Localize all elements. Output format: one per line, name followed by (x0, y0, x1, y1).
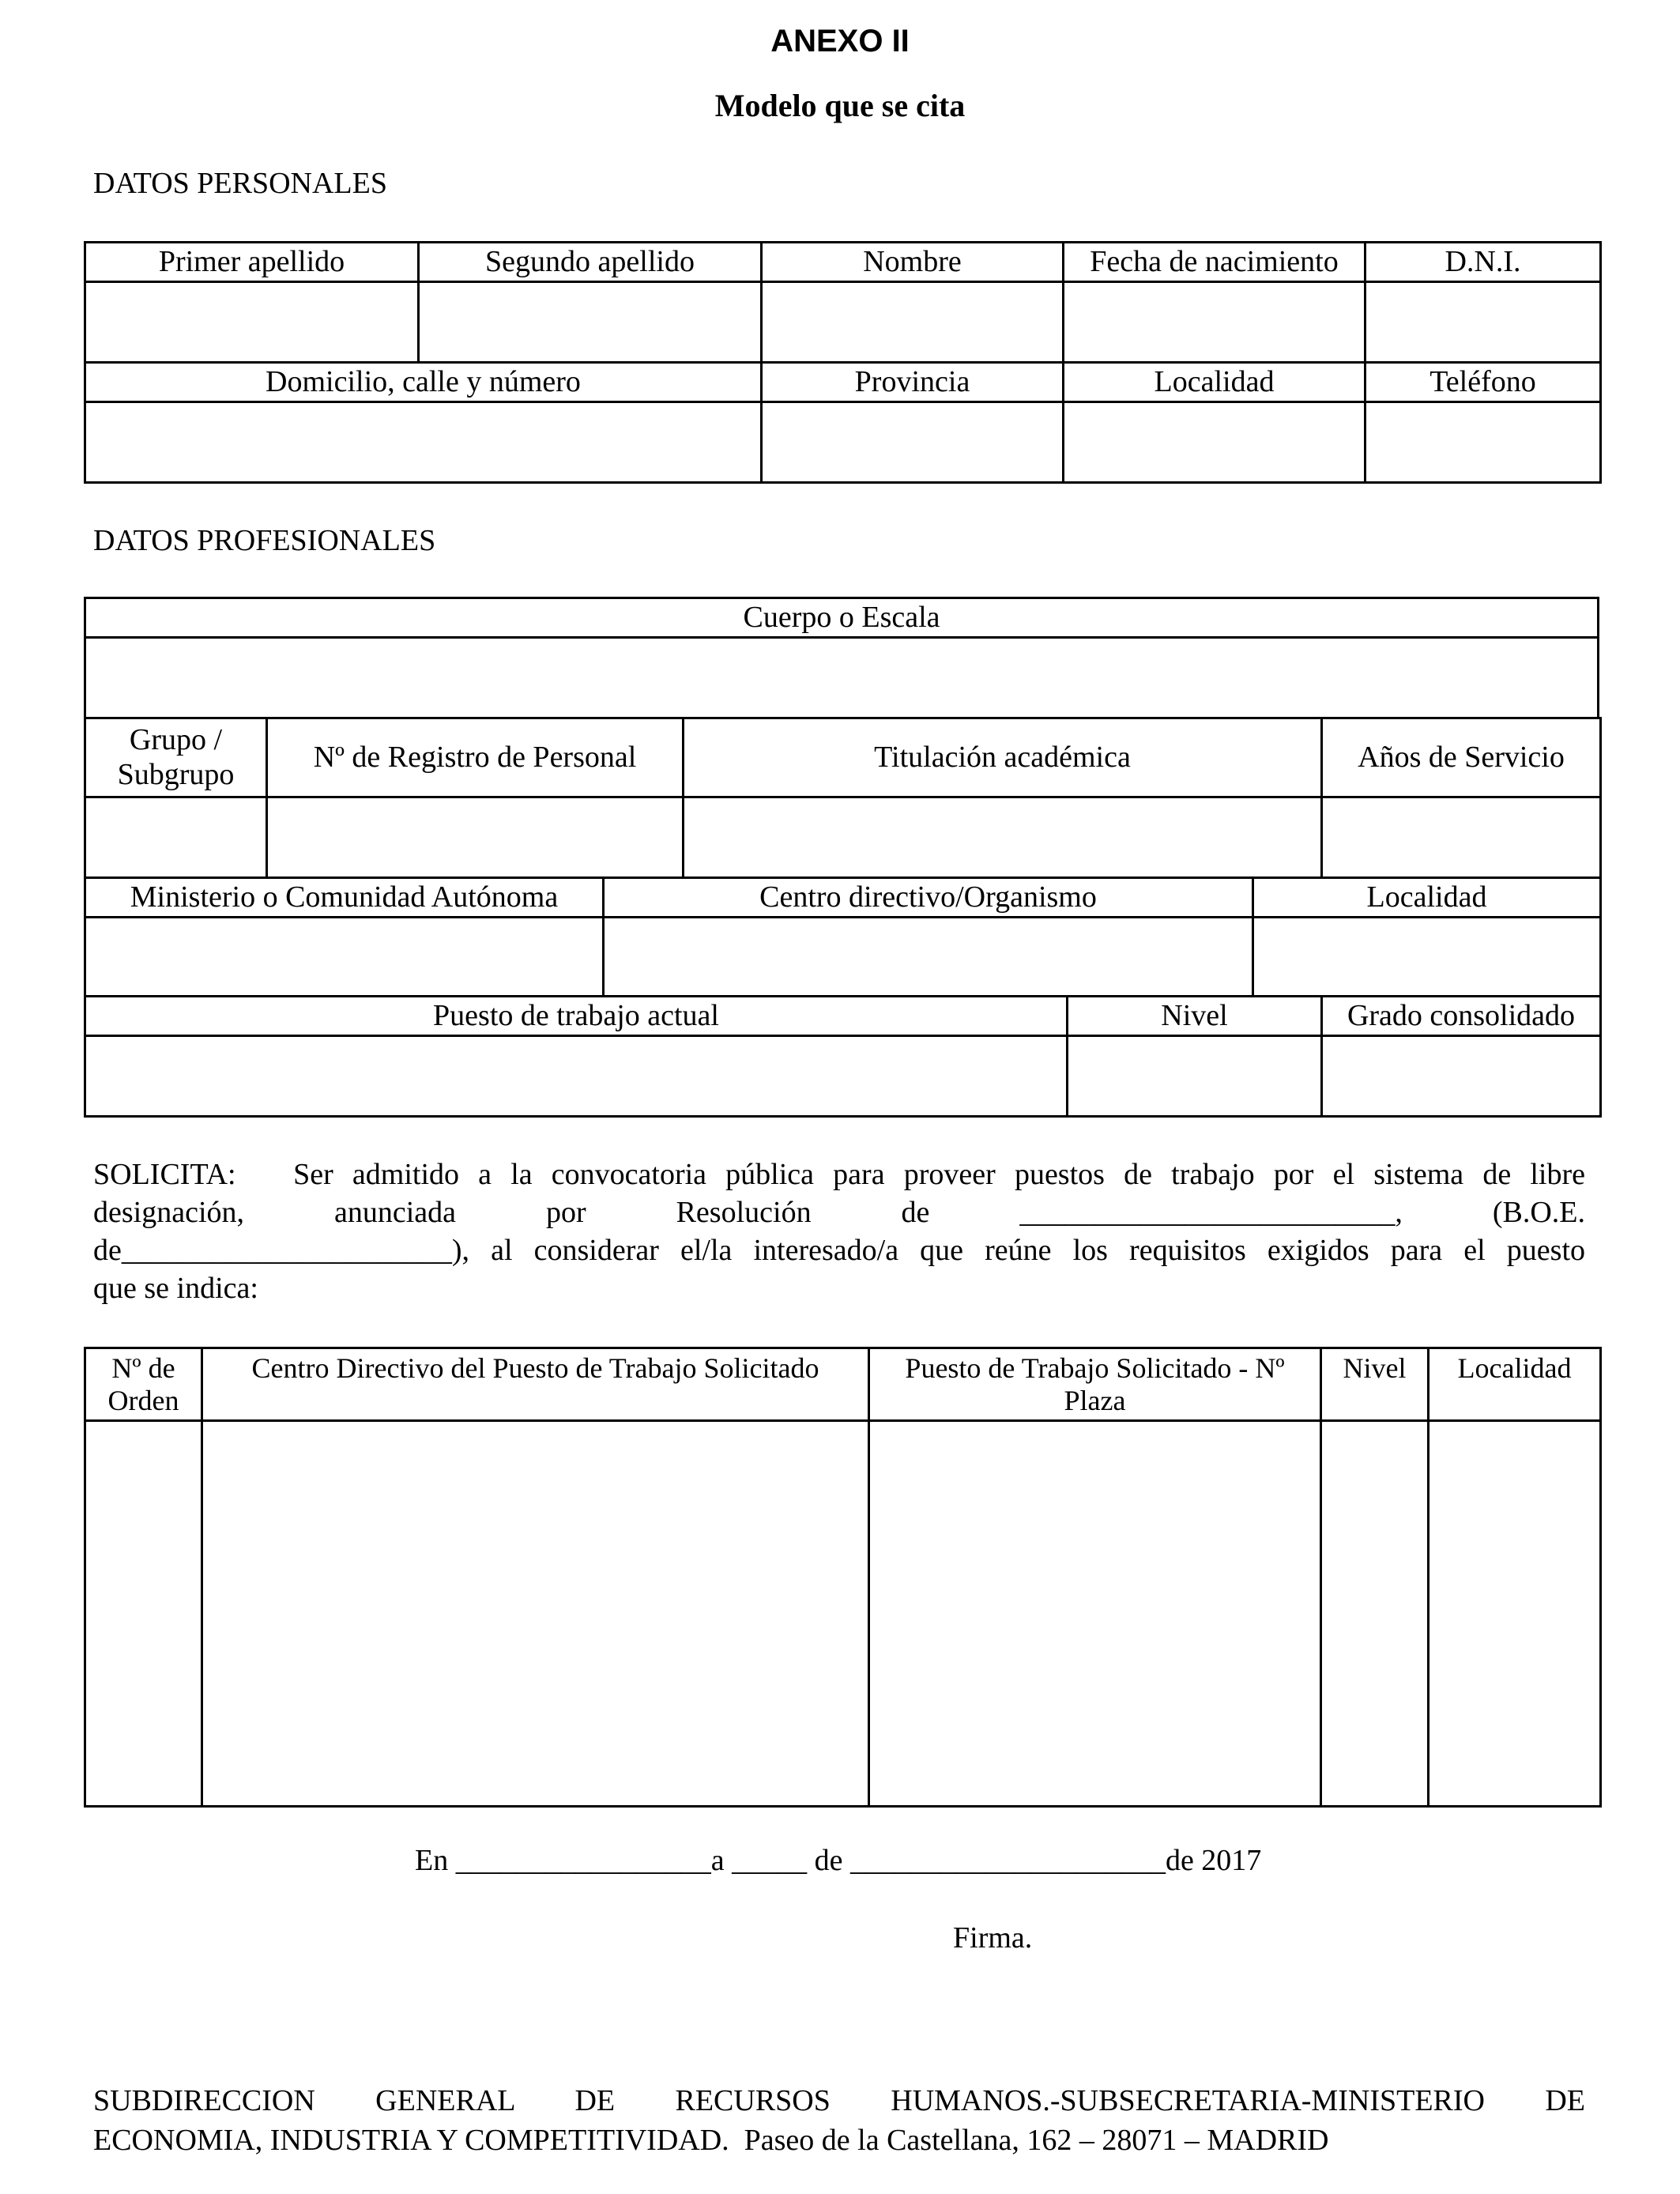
header-localidad-prof: Localidad (1253, 878, 1601, 918)
registro-table (84, 717, 1602, 879)
header-grupo-subgrupo: Grupo / Subgrupo (85, 718, 267, 797)
field-registro-personal[interactable] (267, 797, 684, 878)
field-dni[interactable] (1365, 282, 1601, 363)
header-nombre: Nombre (762, 243, 1064, 282)
personal-data-table (84, 241, 1602, 484)
field-ministerio[interactable] (85, 918, 604, 997)
solicita-line-1: SOLICITA: Ser admitido a la convocatoria pública para proveer puestos de trabajo por el sistema de libre (93, 1158, 1585, 1191)
field-localidad-solicitado[interactable] (1429, 1421, 1601, 1807)
header-ministerio: Ministerio o Comunidad Autónoma (85, 878, 604, 918)
field-puesto-actual[interactable] (85, 1036, 1068, 1117)
field-titulacion[interactable] (684, 797, 1322, 878)
ministerio-table (84, 876, 1602, 997)
section-heading-profesionales: DATOS PROFESIONALES (93, 524, 436, 557)
header-grado-consolidado: Grado consolidado (1322, 997, 1601, 1036)
field-nivel-solicitado[interactable] (1321, 1421, 1429, 1807)
solicita-line-4: que se indica: (93, 1272, 258, 1305)
solicita-line-2: designación, anunciada por Resolución de _________________________, (B.O.E. (93, 1196, 1585, 1229)
field-anos-servicio[interactable] (1322, 797, 1601, 878)
header-centro-directivo-solicitado: Centro Directivo del Puesto de Trabajo Solicitado (202, 1348, 869, 1421)
header-primer-apellido: Primer apellido (85, 243, 419, 282)
field-localidad[interactable] (1064, 402, 1365, 483)
header-localidad: Localidad (1064, 363, 1365, 402)
field-nombre[interactable] (762, 282, 1064, 363)
field-segundo-apellido[interactable] (419, 282, 762, 363)
header-n-orden: Nº de Orden (85, 1348, 202, 1421)
header-fecha-nacimiento: Fecha de nacimiento (1064, 243, 1365, 282)
header-registro-personal: Nº de Registro de Personal (267, 718, 684, 797)
footer-line-1: SUBDIRECCION GENERAL DE RECURSOS HUMANOS.-SUBSECRETARIA-MINISTERIO DE (93, 2084, 1585, 2117)
section-heading-personales: DATOS PERSONALES (93, 167, 387, 200)
solicita-paragraph (93, 1155, 1585, 1307)
puestos-solicitados-table (84, 1347, 1602, 1808)
field-puesto-solicitado[interactable] (869, 1421, 1321, 1807)
header-cuerpo-escala: Cuerpo o Escala (85, 598, 1599, 638)
field-fecha-nacimiento[interactable] (1064, 282, 1365, 363)
header-domicilio: Domicilio, calle y número (85, 363, 762, 402)
header-titulacion: Titulación académica (684, 718, 1322, 797)
footer (93, 2081, 1585, 2160)
footer-line-2: ECONOMIA, INDUSTRIA Y COMPETITIVIDAD. Paseo de la Castellana, 162 – 28071 – MADRID (93, 2124, 1329, 2157)
field-n-orden[interactable] (85, 1421, 202, 1807)
field-primer-apellido[interactable] (85, 282, 419, 363)
page-title: ANEXO II (770, 24, 910, 58)
firma-label: Firma. (953, 1921, 1033, 1955)
page-subtitle: Modelo que se cita (714, 88, 966, 123)
header-puesto-actual: Puesto de trabajo actual (85, 997, 1068, 1036)
date-line: En _________________a _____ de _____________________de 2017 (415, 1844, 1262, 1877)
cuerpo-table (84, 597, 1599, 719)
header-segundo-apellido: Segundo apellido (419, 243, 762, 282)
field-grado-consolidado[interactable] (1322, 1036, 1601, 1117)
field-centro-directivo[interactable] (604, 918, 1253, 997)
field-cuerpo-escala[interactable] (85, 638, 1599, 718)
header-provincia: Provincia (762, 363, 1064, 402)
header-dni: D.N.I. (1365, 243, 1601, 282)
header-nivel-solicitado: Nivel (1321, 1348, 1429, 1421)
field-provincia[interactable] (762, 402, 1064, 483)
header-telefono: Teléfono (1365, 363, 1601, 402)
field-centro-directivo-solicitado[interactable] (202, 1421, 869, 1807)
puesto-actual-table (84, 995, 1602, 1118)
header-anos-servicio: Años de Servicio (1322, 718, 1601, 797)
field-nivel[interactable] (1068, 1036, 1322, 1117)
header-puesto-solicitado: Puesto de Trabajo Solicitado - Nº Plaza (869, 1348, 1321, 1421)
field-grupo-subgrupo[interactable] (85, 797, 267, 878)
header-nivel: Nivel (1068, 997, 1322, 1036)
field-telefono[interactable] (1365, 402, 1601, 483)
header-localidad-solicitado: Localidad (1429, 1348, 1601, 1421)
field-domicilio[interactable] (85, 402, 762, 483)
header-centro-directivo: Centro directivo/Organismo (604, 878, 1253, 918)
field-localidad-prof[interactable] (1253, 918, 1601, 997)
solicita-line-3: de______________________), al considerar el/la interesado/a que reúne los requisitos exigidos para el puesto (93, 1234, 1585, 1267)
